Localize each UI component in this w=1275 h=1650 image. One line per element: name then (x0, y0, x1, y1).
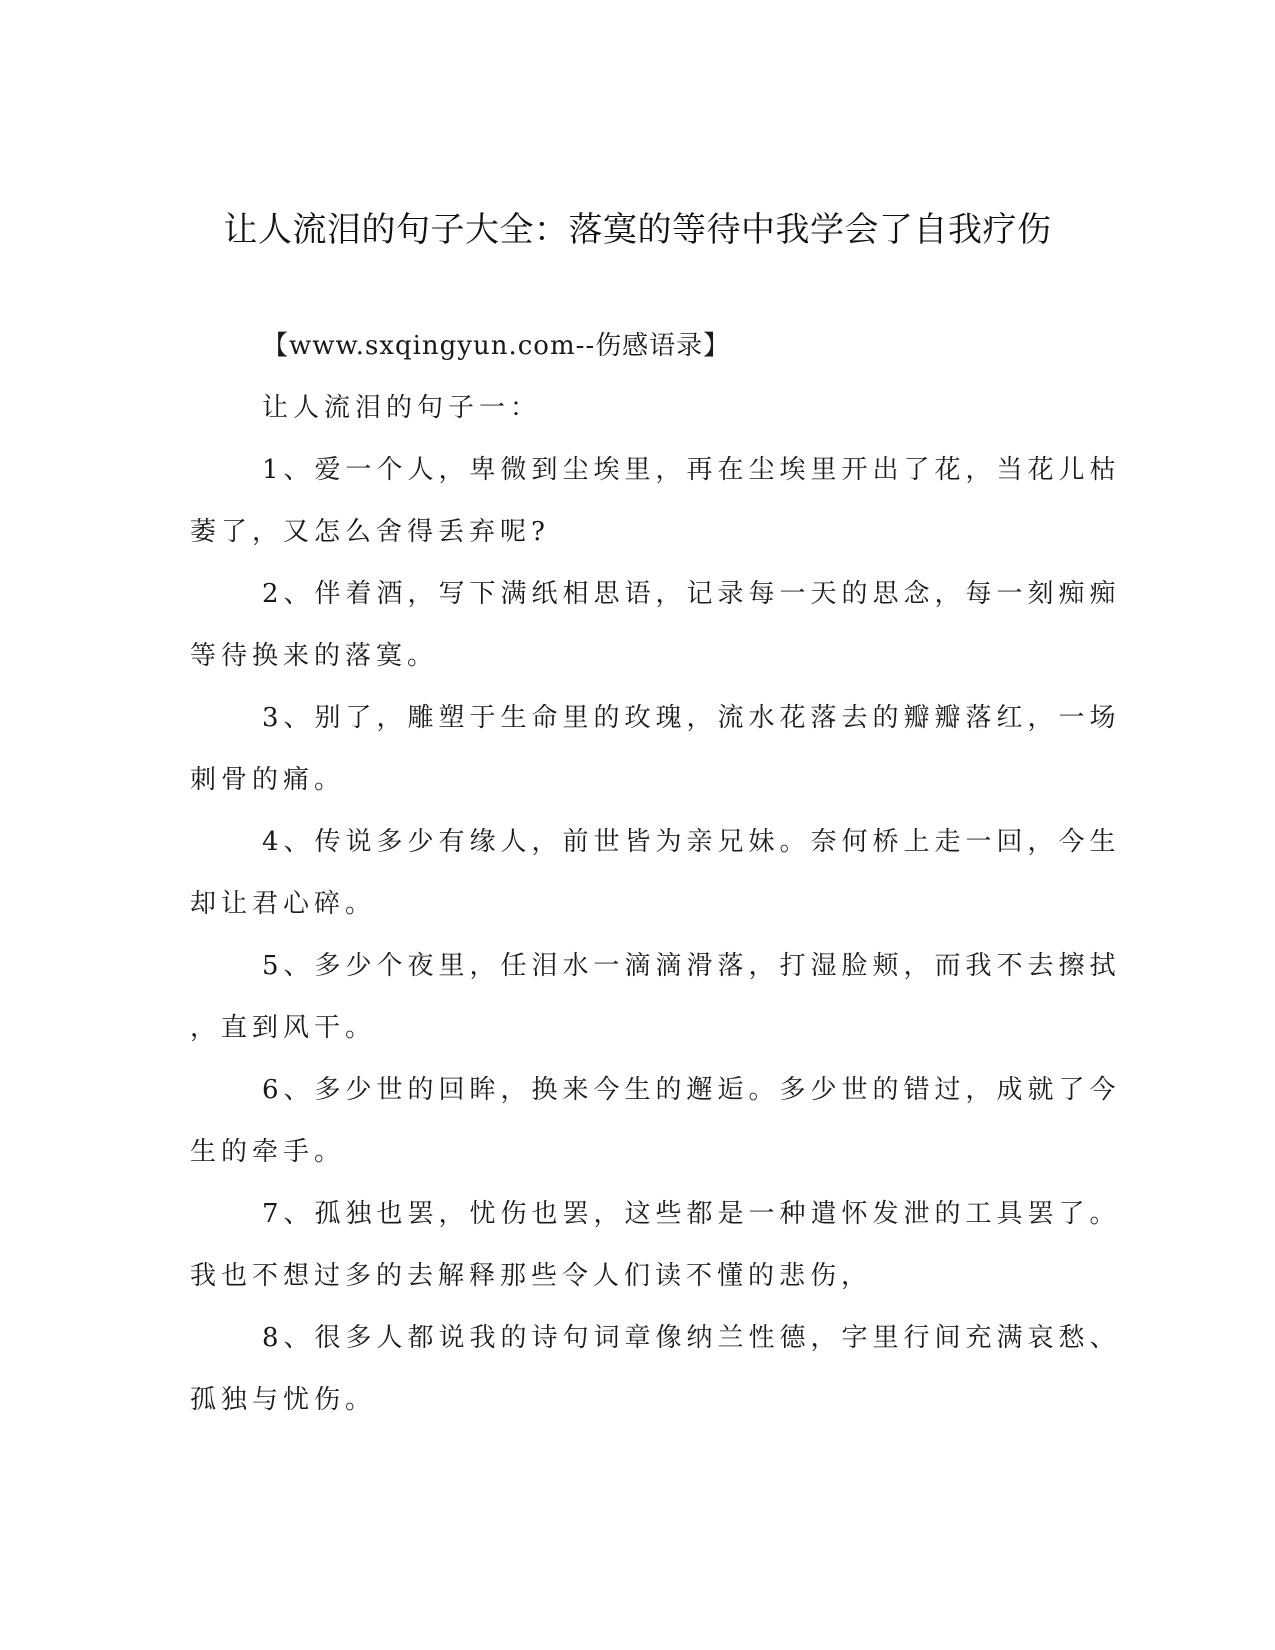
quote-line-continued: 我也不想过多的去解释那些令人们读不懂的悲伤， (190, 1261, 873, 1291)
quote-item-1 (190, 454, 1121, 548)
quote-line-continued: 刺骨的痛。 (190, 765, 346, 795)
quote-line-first: 6、多少世的回眸，换来今生的邂逅。多少世的错过，成就了今 (262, 1075, 1121, 1105)
quote-line-first: 3、别了，雕塑于生命里的玫瑰，流水花落去的瓣瓣落红，一场 (262, 703, 1121, 733)
section-heading-paragraph (190, 392, 1060, 424)
document-body (190, 330, 1121, 1446)
quote-item-4 (190, 826, 1121, 920)
quote-line-continued: ，直到风干。 (190, 1013, 377, 1043)
quote-item-8 (190, 1322, 1121, 1416)
source-tag: 【www.sxqingyun.com--伤感语录】 (262, 331, 731, 361)
quote-line-continued: 却让君心碎。 (190, 889, 377, 919)
quote-line-continued: 萎了，又怎么舍得丢弃呢? (190, 517, 550, 547)
quote-line-continued: 等待换来的落寞。 (190, 641, 439, 671)
quote-item-7 (190, 1198, 1121, 1292)
section-heading: 让人流泪的句子一： (262, 393, 542, 423)
quote-item-2 (190, 578, 1121, 672)
quote-line-first: 5、多少个夜里，任泪水一滴滴滑落，打湿脸颊，而我不去擦拭 (262, 951, 1121, 981)
source-paragraph (190, 330, 1060, 362)
document-title: 让人流泪的句子大全：落寞的等待中我学会了自我疗伤 (223, 210, 1052, 250)
quote-line-continued: 孤独与忧伤。 (190, 1385, 377, 1415)
quote-line-first: 7、孤独也罢，忧伤也罢，这些都是一种遣怀发泄的工具罢了。 (262, 1199, 1121, 1229)
quote-line-first: 1、爱一个人，卑微到尘埃里，再在尘埃里开出了花，当花儿枯 (262, 455, 1121, 485)
quote-line-continued: 生的牵手。 (190, 1137, 346, 1167)
quote-item-5 (190, 950, 1121, 1044)
quote-line-first: 8、很多人都说我的诗句词章像纳兰性德，字里行间充满哀愁、 (262, 1323, 1121, 1353)
quote-item-6 (190, 1074, 1121, 1168)
quote-item-3 (190, 702, 1121, 796)
quote-line-first: 2、伴着酒，写下满纸相思语，记录每一天的思念，每一刻痴痴 (262, 579, 1121, 609)
quote-line-first: 4、传说多少有缘人，前世皆为亲兄妹。奈何桥上走一回，今生 (262, 827, 1121, 857)
